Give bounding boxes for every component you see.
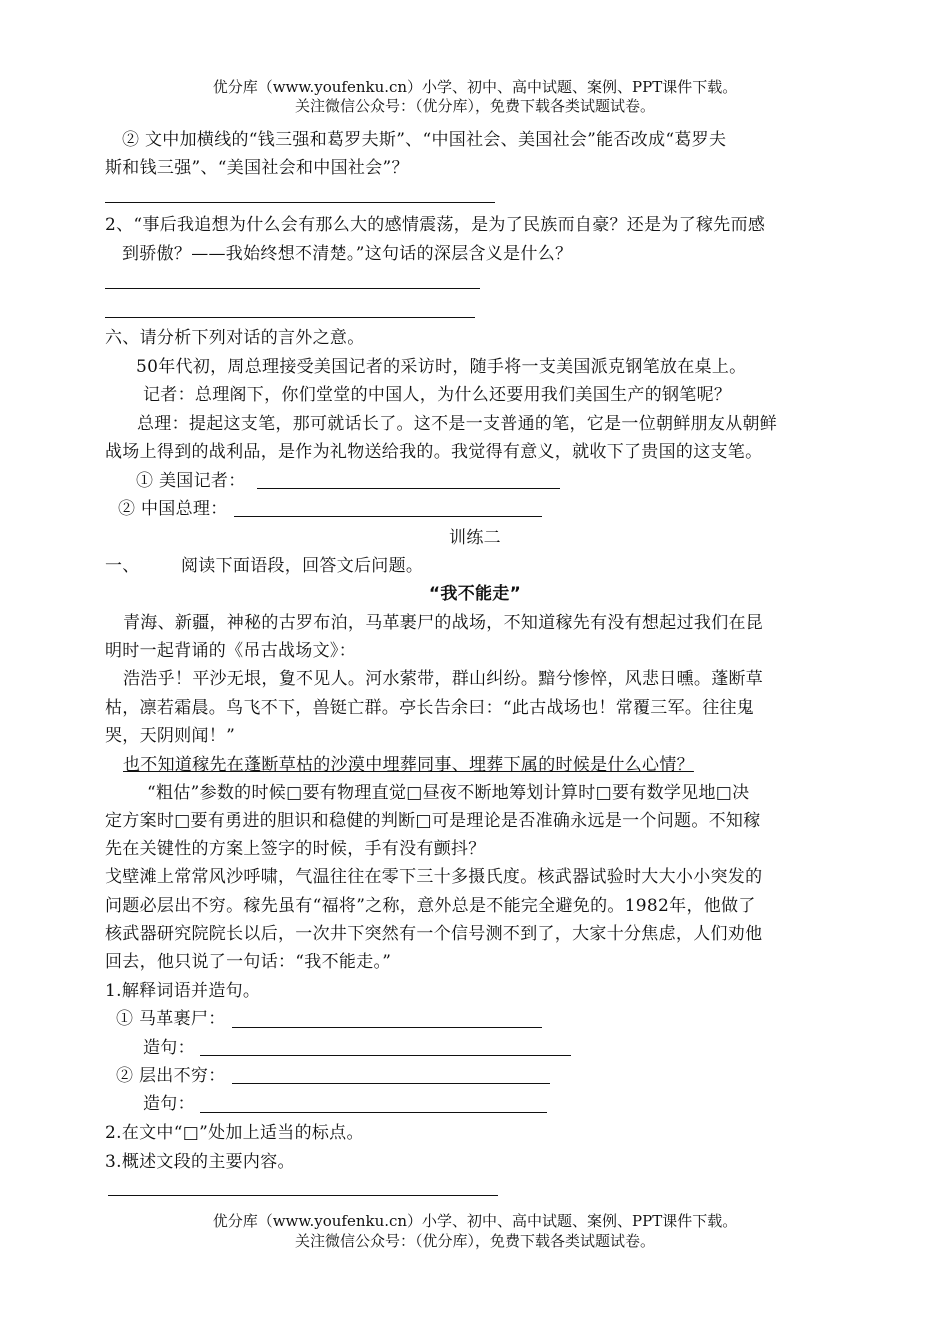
answer-line — [200, 1055, 571, 1056]
passage-p1-line-2: 明时一起背诵的《吊古战场文》： — [105, 641, 356, 661]
passage-p5-line-4: 回去，他只说了一句话：“我不能走。” — [105, 952, 392, 972]
footer-line-1: 优分库（www.youfenku.cn）小学、初中、高中试题、案例、PPT课件下载。 — [212, 1212, 738, 1230]
section-6-paragraph-2: 记者：总理阁下，你们堂堂的中国人，为什么还要用我们美国生产的钢笔呢？ — [143, 385, 732, 405]
passage-underlined-sentence: 也不知道稼先在蓬断草枯的沙漠中埋葬同事、埋葬下属的时候是什么心情？ — [123, 755, 694, 775]
answer-line — [232, 1027, 542, 1028]
answer-line — [105, 202, 495, 203]
answer-line — [234, 516, 542, 517]
training-question-1-b-sentence-label: 造句： — [143, 1094, 195, 1114]
passage-p1-line-1: 青海、新疆，神秘的古罗布泊，马革裹尸的战场，不知道稼先有没有想起过我们在昆 — [123, 613, 764, 633]
section-6-title: 六、请分析下列对话的言外之意。 — [105, 328, 365, 348]
training-question-1-a-label: ① 马革裹尸： — [116, 1009, 226, 1029]
passage-p2-line-3: 哭，天阴则闻！” — [105, 726, 236, 746]
section-6-paragraph-3-line-2: 战场上得到的战利品，是作为礼物送给我的。我觉得有意义，就收下了贵国的这支笔。 — [105, 442, 763, 462]
answer-line — [105, 317, 475, 318]
answer-line — [200, 1112, 547, 1113]
passage-p5-line-2: 问题必层出不穷。稼先虽有“福将”之称，意外总是不能完全避免的。1982年，他做了 — [105, 896, 756, 916]
passage-p2-line-2: 枯，凛若霜晨。鸟飞不下，兽铤亡群。亭长告余曰：“此古战场也！常覆三军。往往鬼 — [105, 698, 755, 718]
question-2-line-1: 2、“事后我追想为什么会有那么大的感情震荡，是为了民族而自豪？还是为了稼先而感 — [105, 215, 766, 235]
training-question-2: 2.在文中“□”处加上适当的标点。 — [105, 1123, 364, 1143]
passage-p2-line-1: 浩浩乎！平沙无垠，夐不见人。河水萦带，群山纠纷。黯兮惨悴，风悲日曛。蓬断草 — [123, 669, 764, 689]
section-6-paragraph-3-line-1: 总理：提起这支笔，那可就话长了。这不是一支普通的笔，它是一位朝鲜朋友从朝鲜 — [137, 414, 778, 434]
answer-line — [232, 1083, 550, 1084]
question-part-2-line-2: 斯和钱三强”、“美国社会和中国社会”？ — [105, 158, 409, 178]
answer-line — [108, 1195, 498, 1196]
question-part-2-line-1: ② 文中加横线的“钱三强和葛罗夫斯”、“中国社会、美国社会”能否改成“葛罗夫 — [122, 130, 727, 150]
passage-p4-line-2: 定方案时□要有勇进的胆识和稳健的判断□可是理论是否准确永远是一个问题。不知稼 — [105, 811, 761, 831]
footer-line-2: 关注微信公众号：（优分库），免费下载各类试题试卷。 — [294, 1232, 655, 1250]
header-line-1: 优分库（www.youfenku.cn）小学、初中、高中试题、案例、PPT课件下载。 — [212, 78, 738, 96]
answer-line — [257, 488, 560, 489]
section-6-answer-1-label: ① 美国记者： — [136, 471, 246, 491]
training-question-1-a-sentence-label: 造句： — [143, 1038, 195, 1058]
passage-p5-line-3: 核武器研究院院长以后，一次井下突然有一个信号测不到了，大家十分焦虑，人们劝他 — [105, 924, 763, 944]
passage-p4-line-1: “粗估”参数的时候□要有物理直觉□昼夜不断地筹划计算时□要有数学见地□决 — [147, 783, 750, 803]
training-question-3: 3.概述文段的主要内容。 — [105, 1152, 295, 1172]
passage-title: “我不能走” — [428, 584, 522, 604]
passage-p4-line-3: 先在关键性的方案上签字的时候，手有没有颤抖？ — [105, 839, 486, 859]
question-2-line-2: 到骄傲？——我始终想不清楚。”这句话的深层含义是什么？ — [122, 244, 573, 264]
training-question-1: 1.解释词语并造句。 — [105, 981, 261, 1001]
answer-line — [105, 288, 480, 289]
section-6-paragraph-1: 50年代初，周总理接受美国记者的采访时，随手将一支美国派克钢笔放在桌上。 — [136, 357, 747, 377]
section-6-answer-2-label: ② 中国总理： — [118, 499, 228, 519]
training-2-heading-text: 阅读下面语段，回答文后问题。 — [181, 556, 424, 576]
training-question-1-b-label: ② 层出不穷： — [116, 1066, 226, 1086]
header-line-2: 关注微信公众号：（优分库），免费下载各类试题试卷。 — [294, 97, 655, 115]
passage-p5-line-1: 戈壁滩上常常风沙呼啸，气温往往在零下三十多摄氏度。核武器试验时大大小小突发的 — [105, 867, 763, 887]
training-2-heading-number: 一、 — [105, 556, 140, 576]
training-2-title: 训练二 — [449, 528, 501, 548]
